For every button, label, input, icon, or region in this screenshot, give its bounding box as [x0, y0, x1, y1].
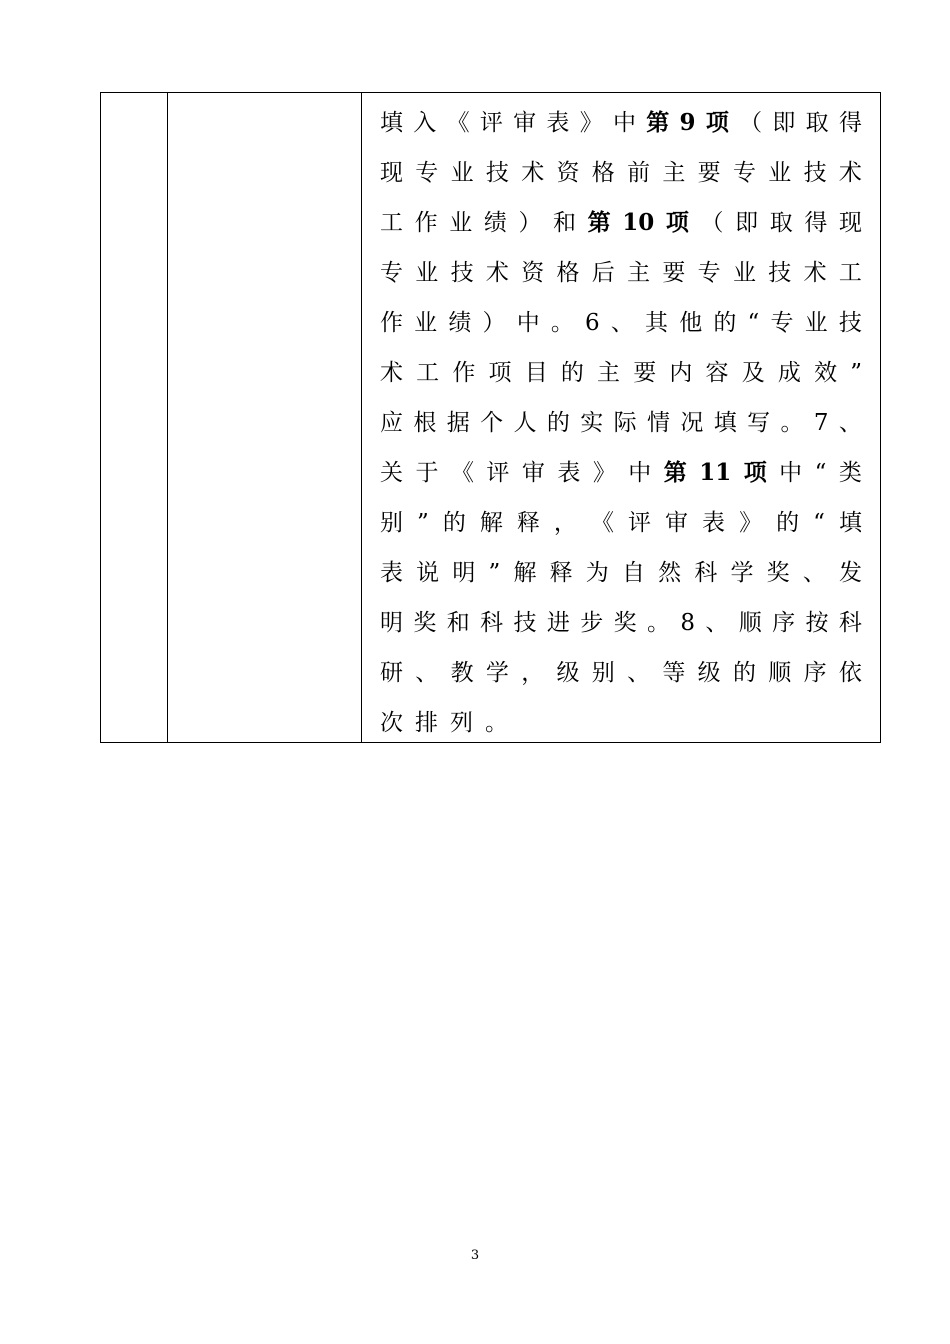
text-token: 内	[669, 360, 693, 386]
bold-text-token: 项	[665, 209, 689, 236]
text-token: 于	[415, 460, 439, 486]
text-token: 审	[521, 460, 545, 486]
text-token: 解	[513, 560, 537, 586]
bold-text-token: 项	[705, 109, 729, 136]
text-token: 学	[730, 560, 754, 586]
text-token: 的	[546, 410, 570, 436]
text-token: 业	[449, 210, 473, 236]
text-line	[380, 648, 862, 698]
text-token: 发	[839, 560, 862, 586]
text-line	[380, 348, 862, 398]
text-token: 次	[380, 710, 403, 736]
text-token: 进	[546, 610, 570, 636]
text-token: 主	[662, 160, 686, 186]
text-token: 8	[680, 610, 696, 636]
text-line	[380, 448, 862, 498]
text-token: 释	[516, 510, 540, 536]
text-token: 奖	[413, 610, 437, 636]
text-token: 奖	[766, 560, 790, 586]
text-token: 术	[485, 260, 509, 286]
bold-text-token: 9	[679, 109, 696, 136]
text-token: 评	[627, 510, 651, 536]
text-token: 要	[662, 260, 686, 286]
bold-text-token: 10	[622, 209, 655, 236]
text-token: 、	[705, 610, 729, 636]
text-token: 要	[633, 360, 657, 386]
text-token: 填	[380, 110, 403, 136]
text-token: 成	[777, 360, 801, 386]
text-token: 》	[592, 460, 616, 486]
text-token: 。	[647, 610, 670, 636]
text-token: 目	[524, 360, 548, 386]
text-token: 级	[556, 660, 580, 686]
table-cell-item	[168, 93, 362, 743]
text-token: 他	[679, 310, 703, 336]
text-token: 解	[479, 510, 503, 536]
text-token: 奖	[613, 610, 637, 636]
text-token: 绩	[483, 210, 507, 236]
text-token: 《	[446, 110, 470, 136]
text-token: 表	[557, 460, 581, 486]
text-token: 科	[694, 560, 718, 586]
text-token: 主	[627, 260, 651, 286]
text-token: 格	[556, 260, 580, 286]
text-token: 技	[450, 260, 474, 286]
text-token: 科	[480, 610, 504, 636]
document-table	[100, 92, 881, 743]
text-token: 资	[556, 160, 580, 186]
text-line	[380, 98, 862, 148]
text-token: 得	[804, 210, 828, 236]
text-token: 科	[838, 610, 862, 636]
text-token: 6	[585, 310, 600, 336]
text-token: ”	[850, 360, 862, 386]
text-token: 《	[450, 460, 474, 486]
text-token: 工	[838, 260, 862, 286]
text-token: 入	[413, 110, 437, 136]
bold-text-token: 第	[646, 109, 670, 136]
text-token: 的	[713, 310, 737, 336]
text-token: 研	[380, 660, 403, 686]
text-token: 》	[739, 510, 763, 536]
text-token: 人	[513, 410, 537, 436]
text-token: （	[739, 110, 763, 136]
text-token: 、	[627, 660, 651, 686]
text-token: 作	[414, 210, 438, 236]
text-token: （	[700, 210, 724, 236]
text-token: 前	[627, 160, 651, 186]
text-token: 专	[770, 310, 794, 336]
text-token: 现	[380, 160, 403, 186]
text-token: “	[813, 510, 825, 536]
text-token: ）	[518, 210, 542, 236]
text-token: ，	[553, 510, 577, 536]
text-token: 取	[769, 210, 793, 236]
text-token: ）	[482, 310, 506, 336]
text-token: 。	[485, 710, 508, 736]
text-token: 业	[415, 260, 439, 286]
bold-text-token: 第	[587, 209, 611, 236]
text-line	[380, 498, 862, 548]
text-token: 技	[838, 310, 862, 336]
text-token: 明	[380, 610, 403, 636]
text-token: 别	[591, 660, 615, 686]
text-token: 》	[579, 110, 603, 136]
text-token: 及	[741, 360, 765, 386]
text-token: 的	[732, 660, 756, 686]
text-token: 术	[380, 360, 403, 386]
text-token: 技	[485, 160, 509, 186]
text-token: 主	[597, 360, 621, 386]
text-token: 和	[553, 210, 577, 236]
text-token: 。	[780, 410, 804, 436]
text-token: 顺	[768, 660, 792, 686]
text-token: 释	[549, 560, 573, 586]
table-cell-description	[362, 93, 881, 743]
table-cell-index	[101, 93, 168, 743]
text-token: 后	[591, 260, 615, 286]
text-token: 要	[697, 160, 721, 186]
text-token: 、	[838, 410, 862, 436]
text-token: 依	[838, 660, 862, 686]
text-token: 表	[546, 110, 570, 136]
text-token: 业	[768, 160, 792, 186]
text-token: 际	[613, 410, 637, 436]
text-token: 、	[415, 660, 439, 686]
text-token: ”	[417, 510, 429, 536]
text-token: 况	[680, 410, 704, 436]
text-token: 专	[732, 160, 756, 186]
text-token: 评	[479, 110, 503, 136]
text-token: 专	[415, 160, 439, 186]
text-token: “	[814, 460, 827, 486]
text-token: 项	[488, 360, 512, 386]
text-line	[380, 298, 862, 348]
text-token: 、	[610, 310, 634, 336]
page-number: 3	[470, 1248, 480, 1263]
text-token: 其	[645, 310, 669, 336]
text-token: 和	[446, 610, 470, 636]
text-token: 然	[658, 560, 682, 586]
text-token: 表	[702, 510, 726, 536]
text-token: 别	[380, 510, 403, 536]
text-token: 资	[521, 260, 545, 286]
text-token: 序	[772, 610, 796, 636]
text-line	[380, 698, 862, 748]
text-token: 表	[380, 560, 403, 586]
text-token: 评	[486, 460, 510, 486]
text-token: 业	[450, 160, 474, 186]
text-token: 说	[416, 560, 440, 586]
text-token: 格	[591, 160, 615, 186]
text-line	[380, 198, 862, 248]
text-token: 的	[776, 510, 800, 536]
text-line	[380, 148, 862, 198]
text-token: 明	[452, 560, 476, 586]
text-token: 的	[442, 510, 466, 536]
text-token: 专	[380, 260, 403, 286]
text-token: 业	[414, 310, 438, 336]
text-token: 应	[380, 410, 403, 436]
text-token: 顺	[738, 610, 762, 636]
text-token: 《	[590, 510, 614, 536]
text-token: 技	[513, 610, 537, 636]
text-token: 据	[446, 410, 470, 436]
text-token: 术	[803, 260, 827, 286]
text-token: 审	[665, 510, 689, 536]
text-token: 级	[697, 660, 721, 686]
text-token: 列	[450, 710, 473, 736]
text-token: 审	[513, 110, 537, 136]
text-token: 工	[416, 360, 440, 386]
text-token: 等	[662, 660, 686, 686]
text-token: 专	[697, 260, 721, 286]
text-token: 得	[838, 110, 862, 136]
text-token: 中	[779, 460, 803, 486]
text-token: 按	[805, 610, 829, 636]
text-token: 的	[560, 360, 584, 386]
text-token: 填	[713, 410, 737, 436]
text-line	[380, 598, 862, 648]
text-token: 术	[521, 160, 545, 186]
text-token: 学	[485, 660, 509, 686]
text-token: 术	[838, 160, 862, 186]
text-token: 绩	[448, 310, 472, 336]
text-token: 自	[621, 560, 645, 586]
text-token: 即	[735, 210, 759, 236]
text-token: 工	[380, 210, 403, 236]
text-token: 技	[768, 260, 792, 286]
text-token: 教	[450, 660, 474, 686]
text-token: 填	[838, 510, 862, 536]
bold-text-token: 第	[663, 459, 687, 486]
text-token: 类	[838, 460, 862, 486]
text-token: 实	[580, 410, 604, 436]
text-token: 。	[550, 310, 574, 336]
text-token: 技	[803, 160, 827, 186]
text-token: 序	[803, 660, 827, 686]
text-token: 步	[580, 610, 604, 636]
text-token: 、	[802, 560, 826, 586]
text-token: 关	[380, 460, 403, 486]
text-token: ，	[521, 660, 545, 686]
text-token: 中	[612, 110, 636, 136]
text-token: 作	[452, 360, 476, 386]
text-token: 业	[732, 260, 756, 286]
text-token: 容	[705, 360, 729, 386]
bold-text-token: 项	[743, 459, 767, 486]
text-token: 中	[628, 460, 652, 486]
text-token: 7	[813, 410, 829, 436]
text-token: 现	[838, 210, 862, 236]
text-token: 效	[814, 360, 838, 386]
text-line	[380, 248, 862, 298]
text-token: 业	[804, 310, 828, 336]
text-token: ”	[488, 560, 501, 586]
text-token: 为	[585, 560, 609, 586]
text-line	[380, 398, 862, 448]
text-token: “	[747, 310, 760, 336]
text-token: 作	[380, 310, 403, 336]
text-token: 排	[415, 710, 438, 736]
text-token: 情	[647, 410, 670, 436]
table-row	[101, 93, 881, 743]
description-text	[362, 93, 880, 742]
text-token: 写	[747, 410, 771, 436]
text-token: 取	[805, 110, 829, 136]
bold-text-token: 11	[699, 459, 732, 486]
text-token: 个	[480, 410, 504, 436]
text-token: 即	[772, 110, 796, 136]
text-token: 根	[413, 410, 437, 436]
text-token: 中	[516, 310, 540, 336]
text-line	[380, 548, 862, 598]
